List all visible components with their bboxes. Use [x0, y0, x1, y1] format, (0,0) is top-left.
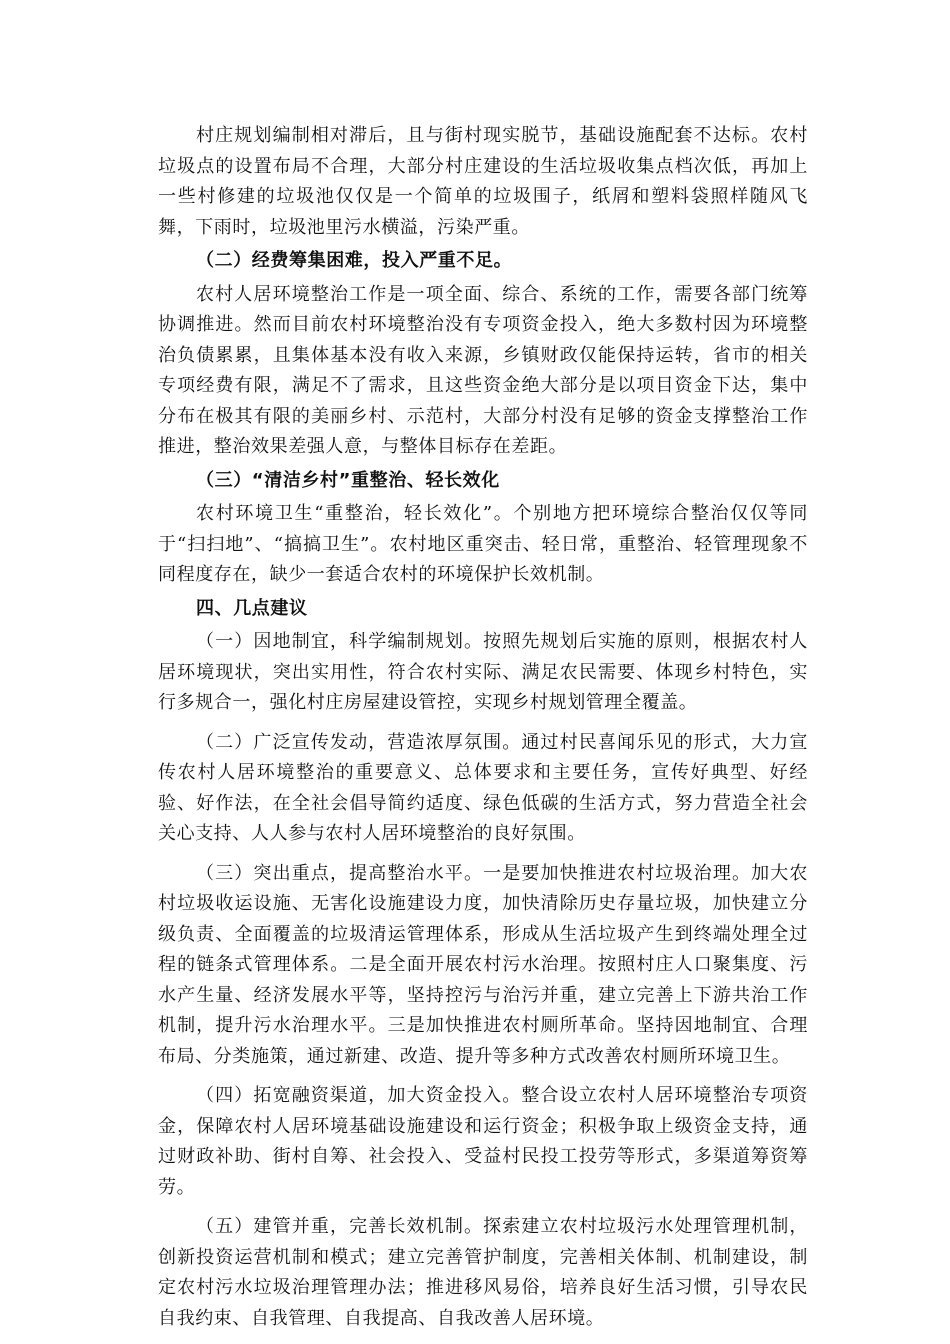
- suggestion-5-mechanism: （五）建管并重，完善长效机制。探索建立农村垃圾污水处理管理机制，创新投资运营机制和模式；建立完善管护制度，完善相关体制、机制建设，制定农村污水垃圾治理管理办法；推进移风易俗，培养良好生活习惯，引导农民自我约束、自我管理、自我提高、自我改善人居环境。: [158, 1216, 808, 1329]
- paragraph-clean-village: 农村环境卫生“重整治，轻长效化”。个别地方把环境综合整治仅仅等同于“扫扫地”、“搞搞卫生”。农村地区重突击、轻日常，重整治、轻管理现象不同程度存在，缺少一套适合农村的环境保护长效机制。: [158, 503, 808, 585]
- document-body: [158, 121, 808, 1337]
- suggestion-1-planning: （一）因地制宜，科学编制规划。按照先规划后实施的原则，根据农村人居环境现状，突出实用性，符合农村实际、满足农民需要、体现乡村特色，实行多规合一，强化村庄房屋建设管控，实现乡村规划管理全覆盖。: [158, 631, 808, 713]
- section-heading-suggestions: 四、几点建议: [196, 597, 308, 619]
- section-heading-funding: （二）经费筹集困难，投入严重不足。: [196, 250, 513, 271]
- suggestion-3-key-points: （三）突出重点，提高整治水平。一是要加快推进农村垃圾治理。加大农村垃圾收运设施、无害化设施建设力度，加快清除历史存量垃圾，加快建立分级负责、全面覆盖的垃圾清运管理体系，形成从生活垃圾产生到终端处理全过程的链条式管理体系。二是全面开展农村污水治理。按照村庄人口聚集度、污水产生量、经济发展水平等，坚持控污与治污并重，建立完善上下游共治工作机制，提升污水治理水平。三是加快推进农村厕所革命。坚持因地制宜、合理布局、分类施策，通过新建、改造、提升等多种方式改善农村厕所环境卫生。: [158, 862, 808, 1067]
- paragraph-funding: 农村人居环境整治工作是一项全面、综合、系统的工作，需要各部门统筹协调推进。然而目前农村环境整治没有专项资金投入，绝大多数村因为环境整治负债累累，且集体基本没有收入来源，乡镇财政仅能保持运转，省市的相关专项经费有限，满足不了需求，且这些资金绝大部分是以项目资金下达，集中分布在极其有限的美丽乡村、示范村，大部分村没有足够的资金支撑整治工作推进，整治效果差强人意，与整体目标存在差距。: [158, 283, 808, 457]
- paragraph-village-planning: 村庄规划编制相对滞后，且与街村现实脱节，基础设施配套不达标。农村垃圾点的设置布局不合理，大部分村庄建设的生活垃圾收集点档次低，再加上一些村修建的垃圾池仅仅是一个简单的垃圾围子，纸屑和塑料袋照样随风飞舞，下雨时，垃圾池里污水横溢，污染严重。: [158, 125, 808, 238]
- suggestion-2-publicity: （二）广泛宣传发动，营造浓厚氛围。通过村民喜闻乐见的形式，大力宣传农村人居环境整治的重要意义、总体要求和主要任务，宣传好典型、好经验、好作法，在全社会倡导简约适度、绿色低碳的生活方式，努力营造全社会关心支持、人人参与农村人居环境整治的良好氛围。: [158, 731, 808, 844]
- section-heading-clean-village: （三）“清洁乡村”重整治、轻长效化: [196, 469, 500, 491]
- suggestion-4-funding: （四）拓宽融资渠道，加大资金投入。整合设立农村人居环境整治专项资金，保障农村人居环境基础设施建设和运行资金；积极争取上级资金支持，通过财政补助、街村自筹、社会投入、受益村民投工投劳等形式，多渠道筹资筹劳。: [158, 1085, 808, 1198]
